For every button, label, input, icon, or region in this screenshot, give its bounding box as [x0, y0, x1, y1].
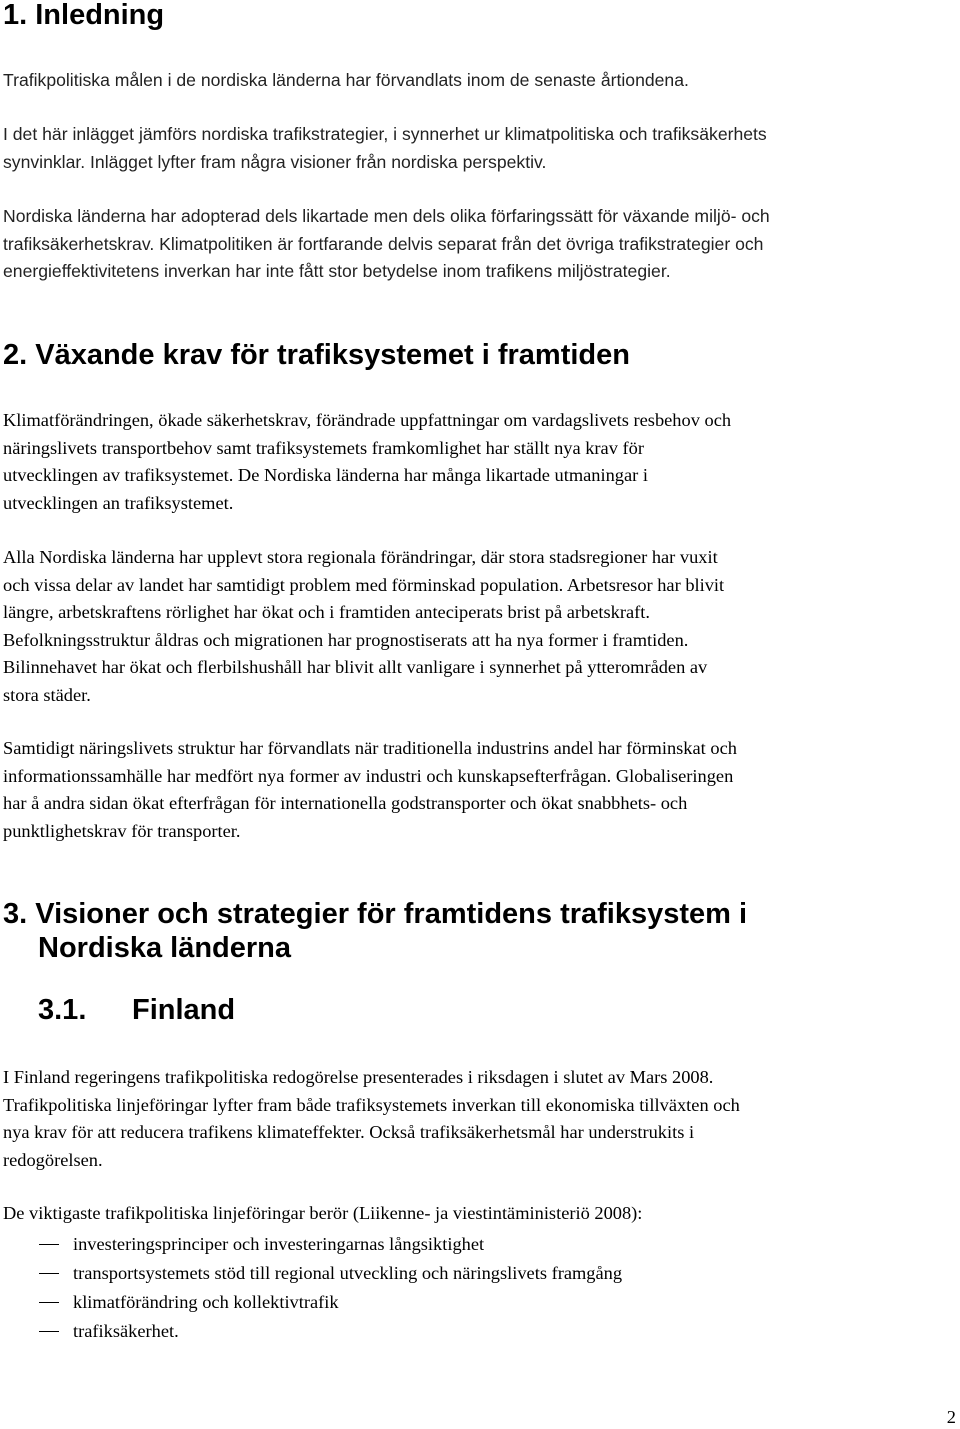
text-line: I Finland regeringens trafikpolitiska redogörelse presenterades i riksdagen i slutet av Mars 2008.	[3, 1067, 714, 1087]
page-number: 2	[946, 1407, 956, 1427]
list-item-text: trafiksäkerhet.	[73, 1321, 179, 1341]
text-line: utvecklingen av trafiksystemet. De Nordiska länderna har många likartade utmaningar i	[3, 465, 648, 486]
text-line: Bilinnehavet har ökat och flerbilshushåll har blivit allt vanligare i synnerhet på ytterområden av	[3, 657, 708, 678]
text-line: längre, arbetskraftens rörlighet har ökat och i framtiden anteciperats brist på arbetskraft.	[3, 602, 650, 623]
text-line: Nordiska länderna har adopterad dels likartade men dels olika förfaringssätt för växande miljö- och	[3, 206, 770, 226]
dash-bullet-icon	[39, 1273, 59, 1274]
section-3-title-line-1: Visioner och strategier för framtidens trafiksystem i	[35, 898, 748, 930]
section-1-paragraph-3	[3, 203, 958, 286]
text-line: utvecklingen an trafiksystemet.	[3, 492, 234, 513]
section-1-paragraph-2	[3, 121, 958, 176]
section-3-number: 3.	[3, 898, 28, 930]
text-line: energieffektivitetens inverkan har inte fått stor betydelse inom trafikens miljöstrategier.	[3, 261, 671, 282]
text-line: De viktigaste trafikpolitiska linjeföringar berör (Liikenne- ja viestintäministeriö 2008):	[3, 1203, 643, 1223]
dash-bullet-icon	[39, 1302, 59, 1303]
text-line: och vissa delar av landet har samtidigt problem med förminskad population. Arbetsresor har blivit	[3, 574, 725, 595]
list-item-text: investeringsprinciper och investeringarnas långsiktighet	[73, 1234, 485, 1254]
section-2-paragraph-1	[3, 407, 958, 517]
list-item	[3, 1317, 622, 1346]
text-line: stora städer.	[3, 684, 91, 705]
text-line: Trafikpolitiska linjeföringar lyfter fram både trafiksystemets inverkan till ekonomiska tillväxten och	[3, 1094, 740, 1115]
list-item	[3, 1230, 622, 1259]
section-1-heading: 1. Inledning	[3, 0, 165, 31]
subsection-title: Finland	[132, 994, 236, 1026]
section-3-paragraph-2	[3, 1200, 958, 1228]
text-line: nya krav för att reducera trafikens klimateffekter. Också trafiksäkerhetsmål har understrukits i	[3, 1122, 695, 1143]
text-line: Trafikpolitiska målen i de nordiska länderna har förvandlats inom de senaste årtiondena.	[3, 70, 689, 90]
text-line: informationssamhälle har medfört nya former av industri och kunskapsefterfrågan. Globaliseringen	[3, 765, 734, 786]
text-line: Alla Nordiska länderna har upplevt stora regionala förändringar, där stora stadsregioner har vuxit	[3, 547, 718, 567]
text-line: Befolkningsstruktur åldras och migrationen har prognostiserats att ha nya former i framtiden.	[3, 629, 689, 650]
section-1-paragraph-1	[3, 67, 958, 95]
list-item-text: transportsystemets stöd till regional utveckling och näringslivets framgång	[73, 1263, 623, 1283]
section-3-heading	[3, 897, 923, 965]
dash-bullet-icon	[39, 1244, 59, 1245]
section-2-paragraph-3	[3, 735, 958, 845]
section-2-paragraph-2	[3, 544, 958, 710]
text-line: I det här inlägget jämförs nordiska trafikstrategier, i synnerhet ur klimatpolitiska och trafiksäkerhets	[3, 124, 767, 144]
dash-bullet-icon	[39, 1331, 59, 1332]
text-line: har å andra sidan ökat efterfrågan för internationella godstransporter och ökat snabbhets- och	[3, 793, 688, 814]
bullet-list	[3, 1230, 622, 1346]
subsection-3-1-heading	[38, 993, 235, 1027]
list-item	[3, 1259, 622, 1288]
section-3-title-line-2: Nordiska länderna	[38, 932, 292, 964]
text-line: Klimatförändringen, ökade säkerhetskrav, förändrade uppfattningar om vardagslivets resbehov och	[3, 410, 732, 430]
section-2-heading: 2. Växande krav för trafiksystemet i framtiden	[3, 339, 630, 371]
text-line: redogörelsen.	[3, 1149, 103, 1170]
text-line: trafiksäkerhetskrav. Klimatpolitiken är fortfarande delvis separat från det övriga trafikstrategier och	[3, 233, 764, 254]
text-line: punktlighetskrav för transporter.	[3, 820, 241, 841]
text-line: näringslivets transportbehov samt trafiksystemets framkomlighet har ställt nya krav för	[3, 437, 644, 458]
text-line: synvinklar. Inlägget lyfter fram några visioner från nordiska perspektiv.	[3, 151, 547, 172]
list-item	[3, 1288, 622, 1317]
section-3-paragraph-1	[3, 1064, 958, 1174]
list-item-text: klimatförändring och kollektivtrafik	[73, 1292, 339, 1312]
subsection-number: 3.1.	[38, 994, 87, 1026]
text-line: Samtidigt näringslivets struktur har förvandlats när traditionella industrins andel har förminskat och	[3, 738, 737, 758]
